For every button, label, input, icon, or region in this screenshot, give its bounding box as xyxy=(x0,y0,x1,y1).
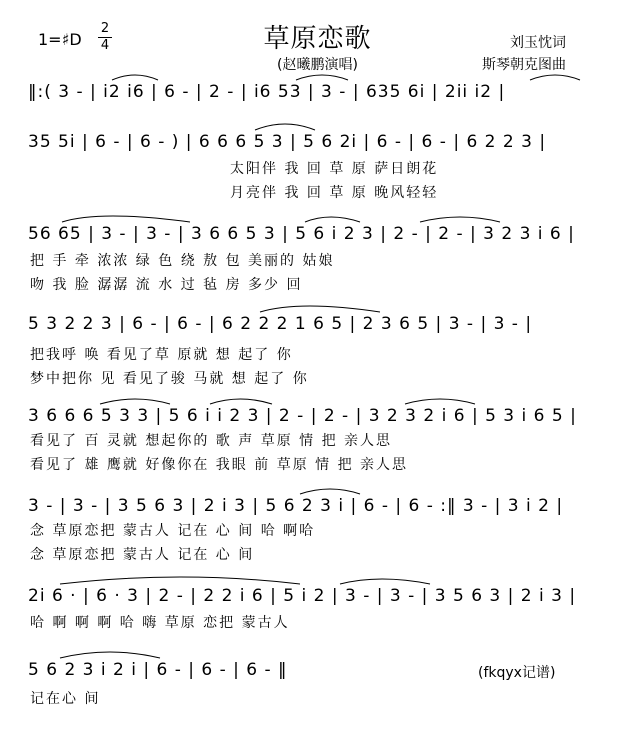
slur-arc xyxy=(300,489,360,494)
meter-top: 2 xyxy=(100,21,110,36)
lyric-line-1: 把 手 牵 浓浓 绿 色 绕 敖 包 美丽的 姑娘 xyxy=(30,253,335,269)
notation-line: ‖:( 3 - | i2 i6 | 6 - | 2 - | i6 53 | 3 - | 635 6i | 2ii i2 | xyxy=(28,82,506,102)
notation-line: 56 65 | 3 - | 3 - | 3 6 6 5 3 | 5 6 i 2 3 | 2 - | 2 - | 3 2 3 i 6 | xyxy=(28,224,575,244)
slur-arc xyxy=(255,124,315,130)
lyric-line-2: 念 草原恋把 蒙古人 记在 心 间 xyxy=(30,547,255,563)
lyric-line-1: 念 草原恋把 蒙古人 记在 心 间 哈 啊哈 xyxy=(30,523,316,539)
slur-arc xyxy=(305,217,360,222)
notation-line: 3 6 6 6 5 3 3 | 5 6 i i 2 3 | 2 - | 2 - | 3 2 3 2 i 6 | 5 3 i 6 5 | xyxy=(28,406,577,426)
notation-line: 35 5i | 6 - | 6 - ) | 6 6 6 5 3 | 5 6 2i | 6 - | 6 - | 6 2 2 3 | xyxy=(28,132,547,152)
lyric-line-1: 太阳伴 我 回 草 原 萨日朗花 xyxy=(230,161,439,177)
lyric-line-1: 哈 啊 啊 啊 哈 嗨 草原 恋把 蒙古人 xyxy=(30,615,290,631)
lyric-line-2: 吻 我 脸 潺潺 流 水 过 毡 房 多少 回 xyxy=(30,277,303,293)
slur-arc xyxy=(260,306,380,312)
notation-line: 5 6 2 3 i 2 i | 6 - | 6 - | 6 - ‖ xyxy=(28,660,288,680)
lyric-line-2: 月亮伴 我 回 草 原 晚风轻轻 xyxy=(230,185,439,201)
slur-arc xyxy=(112,75,158,80)
notation-line: 2i 6 · | 6 · 3 | 2 - | 2 2 i 6 | 5 i 2 | 3 - | 3 - | 3 5 6 3 | 2 i 3 | xyxy=(28,586,577,606)
meter-bottom: 4 xyxy=(100,38,110,53)
slur-arc xyxy=(420,217,500,222)
song-title: 草原恋歌 xyxy=(263,24,372,54)
composer-credit: 斯琴朝克图曲 xyxy=(482,57,566,73)
slur-arc xyxy=(340,579,430,584)
lyric-line-1: 把我呼 唤 看见了草 原就 想 起了 你 xyxy=(30,347,293,363)
time-signature xyxy=(98,22,112,53)
lyric-line-1: 记在心 间 xyxy=(30,691,101,707)
key-signature: 1=♯D xyxy=(38,30,82,49)
lyric-line-2: 看见了 雄 鹰就 好像你在 我眼 前 草原 情 把 亲人思 xyxy=(30,457,409,473)
lyric-line-2: 梦中把你 见 看见了骏 马就 想 起了 你 xyxy=(30,371,309,387)
slur-arc xyxy=(60,652,160,658)
notation-line: 3 - | 3 - | 3 5 6 3 | 2 i 3 | 5 6 2 3 i | 6 - | 6 - :‖ 3 - | 3 i 2 | xyxy=(28,496,564,516)
slur-arc xyxy=(405,399,475,404)
transcriber-credit: (fkqyx记谱) xyxy=(478,665,556,681)
slur-arc xyxy=(62,216,190,222)
lyricist-credit: 刘玉忱词 xyxy=(510,35,566,51)
slur-arc xyxy=(530,75,580,80)
slur-arc xyxy=(60,577,300,584)
slur-arc xyxy=(210,399,272,404)
slur-arc xyxy=(100,399,170,404)
singer-credit: (赵曦鹏演唱) xyxy=(277,57,358,73)
notation-line: 5 3 2 2 3 | 6 - | 6 - | 6 2 2 2 1 6 5 | 2 3 6 5 | 3 - | 3 - | xyxy=(28,314,533,334)
slur-arc xyxy=(296,75,348,80)
lyric-line-1: 看见了 百 灵就 想起你的 歌 声 草原 情 把 亲人思 xyxy=(30,433,393,449)
